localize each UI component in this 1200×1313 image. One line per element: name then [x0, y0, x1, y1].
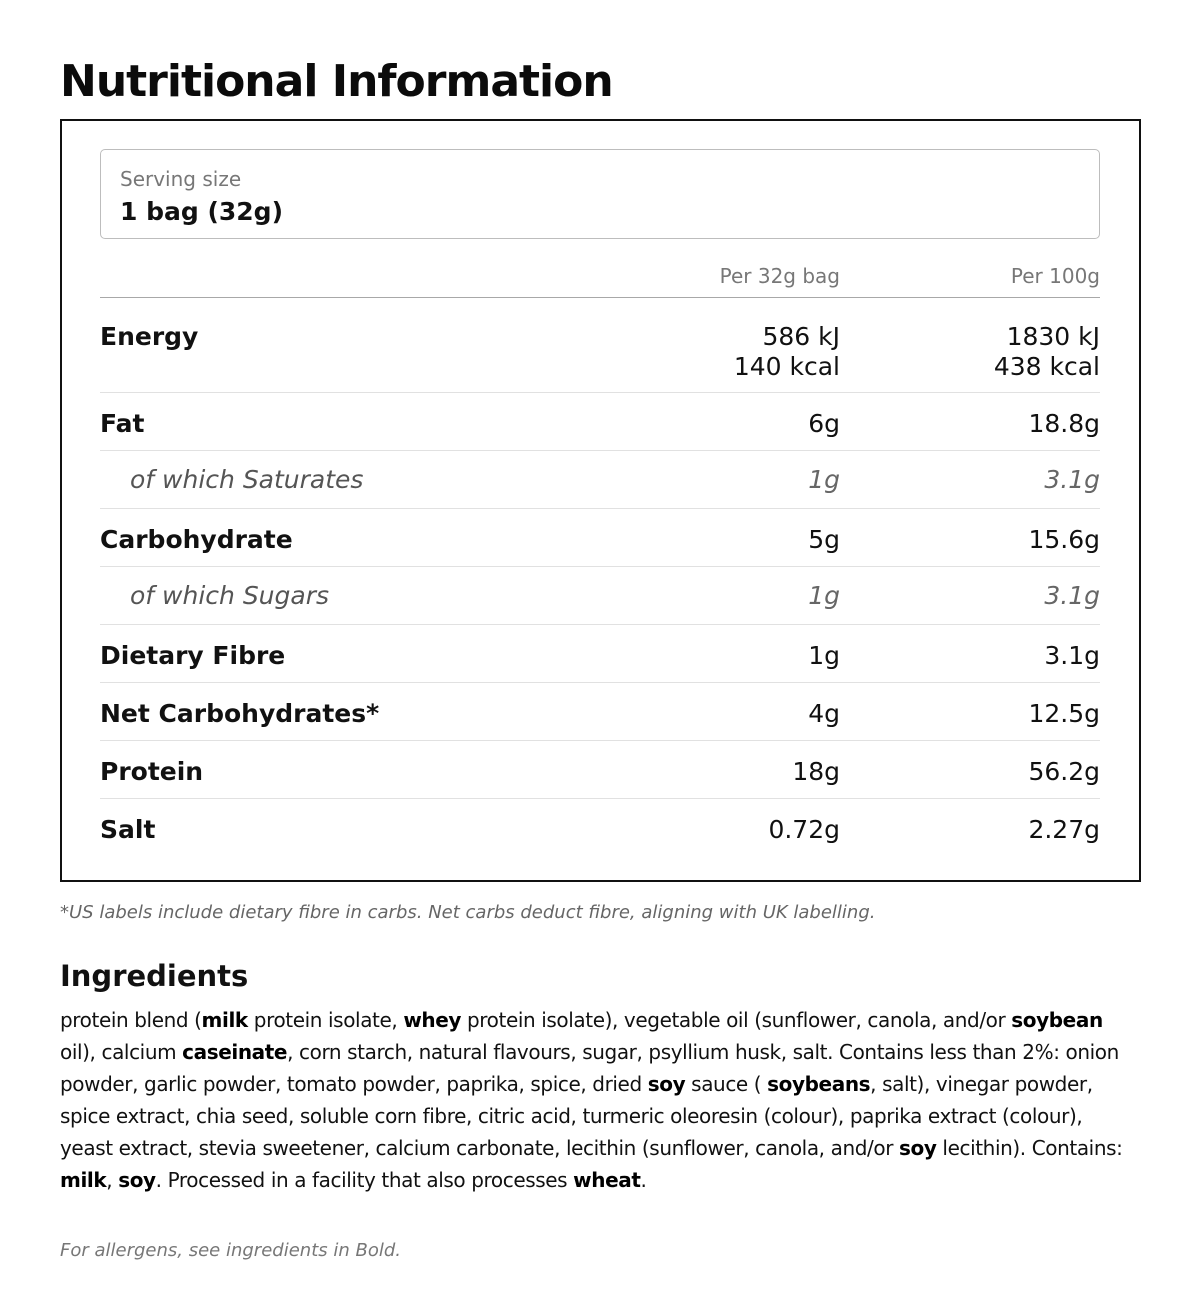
- value-per-bag: 5g: [808, 525, 840, 554]
- allergen-word: soy: [898, 1136, 937, 1160]
- ingredient-segment: ,: [106, 1168, 119, 1192]
- value-per-bag: 0.72g: [768, 815, 840, 844]
- column-header-per-bag: Per 32g bag: [719, 264, 840, 288]
- energy-per-100g-kj: 1830 kJ: [1006, 322, 1100, 351]
- allergen-word: soybean: [1011, 1008, 1103, 1032]
- table-row-sugars: [100, 567, 1100, 625]
- ingredient-segment: , salt), vinegar powder, spice extract, chia seed, soluble corn fibre, citric acid, turmeric oleoresin (colour), paprika extract (colour), yeast extract, stevia sweetener, calcium carbonate, lecithin (sunflower, canola, and/or: [60, 1072, 1093, 1160]
- table-row-carbohydrate: [100, 509, 1100, 567]
- allergen-word: soybeans: [767, 1072, 871, 1096]
- nutrition-panel: [60, 119, 1141, 882]
- ingredient-segment: , corn starch, natural flavours, sugar, psyllium husk, salt. Contains less than 2%: onion powder, garlic powder, tomato powder, paprika, spice, dried: [60, 1040, 1119, 1096]
- value-per-100g: 3.1g: [1044, 465, 1100, 494]
- serving-size-box: [100, 149, 1100, 239]
- ingredient-segment: protein blend (: [60, 1008, 202, 1032]
- ingredient-segment: sauce (: [685, 1072, 768, 1096]
- ingredients-heading: Ingredients: [60, 959, 249, 993]
- nutrient-name: Dietary Fibre: [100, 641, 286, 670]
- allergen-word: milk: [60, 1168, 107, 1192]
- value-per-bag: 4g: [808, 699, 840, 728]
- value-per-bag: 1g: [808, 641, 840, 670]
- serving-size-value: 1 bag (32g): [120, 197, 284, 226]
- ingredient-segment: . Processed in a facility that also processes: [155, 1168, 574, 1192]
- allergen-word: wheat: [573, 1168, 641, 1192]
- table-header-row: [100, 261, 1100, 298]
- serving-size-label: Serving size: [120, 167, 242, 191]
- allergen-word: whey: [403, 1008, 462, 1032]
- allergen-word: caseinate: [182, 1040, 288, 1064]
- net-carbs-footnote: *US labels include dietary fibre in carbs. Net carbs deduct fibre, aligning with UK labelling.: [60, 902, 876, 923]
- value-per-bag: 18g: [792, 757, 840, 786]
- nutrient-name: Salt: [100, 815, 156, 844]
- value-per-100g: 3.1g: [1044, 641, 1100, 670]
- energy-per-100g: [994, 322, 1100, 382]
- ingredient-segment: .: [640, 1168, 647, 1192]
- value-per-100g: 18.8g: [1028, 409, 1100, 438]
- energy-per-100g-kcal: 438 kcal: [993, 352, 1100, 381]
- column-header-per-100g: Per 100g: [1010, 264, 1100, 288]
- nutrient-name: of which Sugars: [130, 581, 330, 610]
- energy-per-bag: [734, 322, 840, 382]
- nutrient-name: Energy: [100, 322, 199, 351]
- table-row-energy: [100, 298, 1100, 393]
- value-per-100g: 2.27g: [1028, 815, 1100, 844]
- nutrition-table: [100, 261, 1100, 856]
- energy-per-bag-kj: 586 kJ: [762, 322, 840, 351]
- value-per-100g: 12.5g: [1028, 699, 1100, 728]
- table-row-saturates: [100, 451, 1100, 509]
- value-per-bag: 1g: [808, 465, 840, 494]
- ingredients-text: [60, 1004, 1140, 1196]
- energy-per-bag-kcal: 140 kcal: [733, 352, 840, 381]
- value-per-bag: 6g: [808, 409, 840, 438]
- nutrient-name: Protein: [100, 757, 204, 786]
- ingredient-segment: protein isolate), vegetable oil (sunflower, canola, and/or: [461, 1008, 1012, 1032]
- value-per-100g: 56.2g: [1028, 757, 1100, 786]
- ingredient-segment: lecithin). Contains:: [936, 1136, 1123, 1160]
- table-row-dietary-fibre: [100, 625, 1100, 683]
- allergen-word: milk: [201, 1008, 248, 1032]
- nutrient-name: Fat: [100, 409, 145, 438]
- allergen-word: soy: [118, 1168, 156, 1192]
- allergen-note: For allergens, see ingredients in Bold.: [60, 1240, 401, 1261]
- table-row-protein: [100, 741, 1100, 799]
- value-per-bag: 1g: [808, 581, 840, 610]
- value-per-100g: 3.1g: [1044, 581, 1100, 610]
- ingredient-segment: oil), calcium: [60, 1040, 183, 1064]
- allergen-word: soy: [647, 1072, 686, 1096]
- value-per-100g: 15.6g: [1028, 525, 1100, 554]
- nutrient-name: Carbohydrate: [100, 525, 293, 554]
- table-row-fat: [100, 393, 1100, 451]
- page-title: Nutritional Information: [60, 56, 613, 107]
- table-row-salt: [100, 799, 1100, 856]
- ingredient-segment: protein isolate,: [247, 1008, 404, 1032]
- nutrient-name: of which Saturates: [130, 465, 364, 494]
- table-row-net-carbohydrates: [100, 683, 1100, 741]
- nutrient-name: Net Carbohydrates*: [100, 699, 380, 728]
